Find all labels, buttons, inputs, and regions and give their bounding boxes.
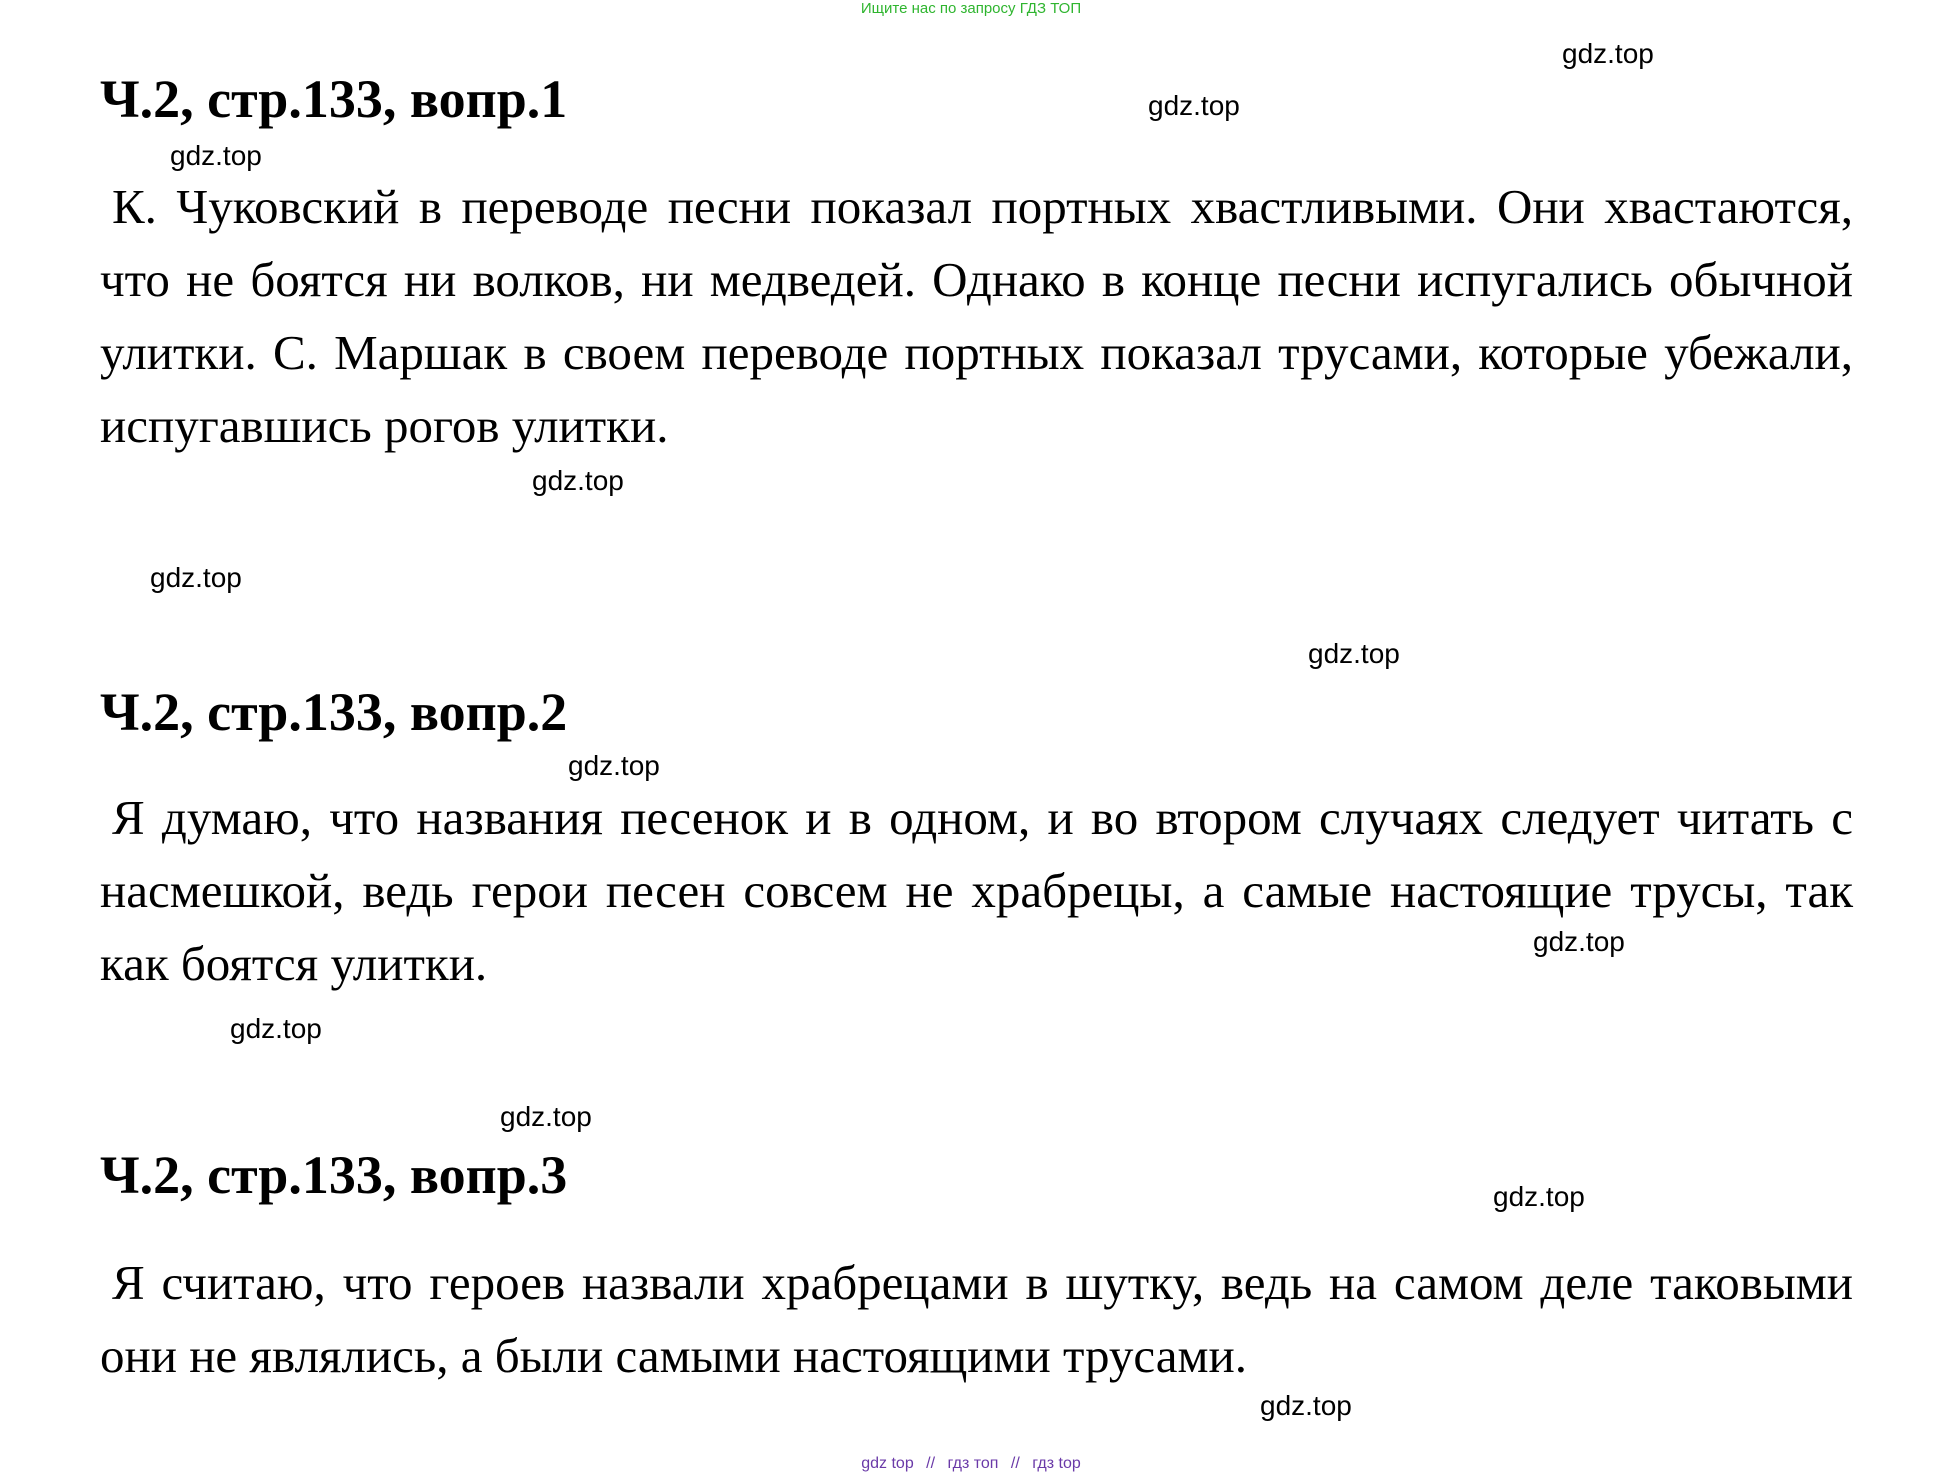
watermark: gdz.top: [1562, 38, 1654, 69]
footer-link[interactable]: gdz top: [861, 1455, 914, 1472]
footer-separator: //: [1010, 1455, 1020, 1472]
top-banner: Ищите нас по запросу ГДЗ ТОП: [860, 0, 1082, 17]
watermark: gdz.top: [500, 1101, 592, 1132]
watermark: gdz.top: [532, 465, 624, 496]
question-1-answer: К. Чуковский в переводе песни показал портных хвастливыми. Они хвастаются, что не боятся ни волков, ни медведей. Однако в конце песни испугались обычной улитки. С. Маршак в своем переводе портных показал трусами, которые убежали, испугавшись рогов улитки.: [100, 179, 1853, 453]
watermark: gdz.top: [1493, 1181, 1585, 1212]
question-3-answer: Я считаю, что героев назвали храбрецами в шутку, ведь на самом деле таковыми они не являлись, а были самыми настоящими трусами.: [100, 1255, 1853, 1383]
footer-link[interactable]: гдз топ: [947, 1455, 999, 1472]
question-1-heading: Ч.2, стр.133, вопр.1: [100, 69, 568, 129]
watermark: gdz.top: [230, 1013, 322, 1044]
watermark: gdz.top: [150, 562, 242, 593]
question-3-heading: Ч.2, стр.133, вопр.3: [100, 1145, 568, 1205]
footer: [0, 1455, 1942, 1473]
watermark: gdz.top: [1260, 1390, 1352, 1421]
watermark: gdz.top: [1533, 926, 1625, 957]
watermark: gdz.top: [170, 140, 262, 171]
footer-separator: //: [926, 1455, 936, 1472]
question-2-answer: Я думаю, что названия песенок и в одном, и во втором случаях следует читать с насмешкой, ведь герои песен совсем не храбрецы, а самые настоящие трусы, так как боятся улитки.: [100, 790, 1853, 991]
question-2-heading: Ч.2, стр.133, вопр.2: [100, 682, 568, 742]
watermark: gdz.top: [568, 750, 660, 781]
watermark: gdz.top: [1148, 90, 1240, 121]
watermark: gdz.top: [1308, 638, 1400, 669]
footer-link[interactable]: гдз top: [1032, 1455, 1081, 1472]
